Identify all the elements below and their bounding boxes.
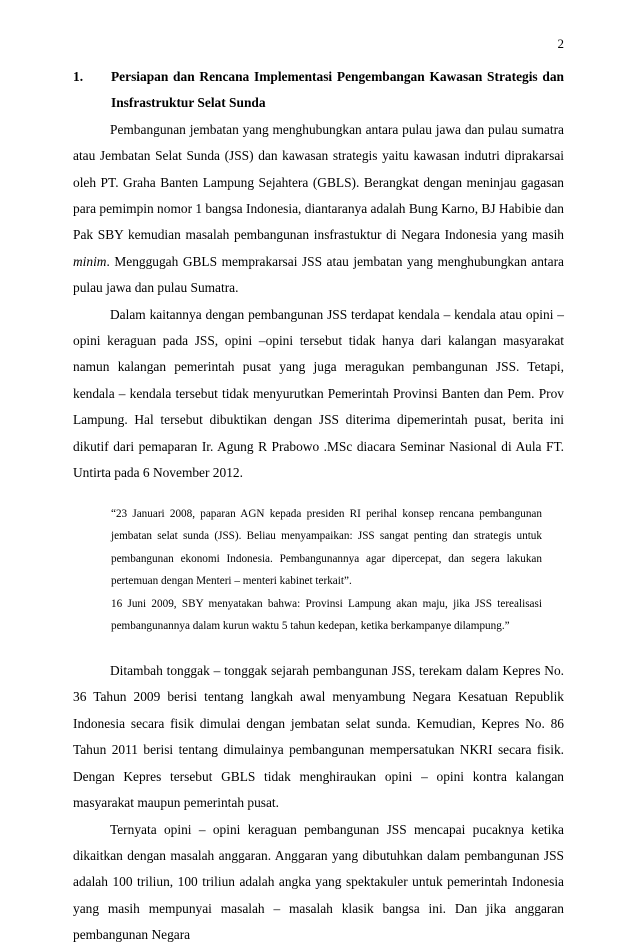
page-number: 2	[557, 36, 564, 51]
paragraph-1-text-b: . Menggugah GBLS memprakarsai JSS atau jembatan yang menghubungkan antara pulau jawa dan pulau Sumatra.	[73, 253, 564, 296]
quote-paragraph-2: 16 Juni 2009, SBY menyatakan bahwa: Provinsi Lampung akan maju, jika JSS terealisasi pembangunannya dalam kurun waktu 5 tahun kedepan, ketika berkampanye dilampung.”	[111, 597, 542, 633]
paragraph-2: Dalam kaitannya dengan pembangunan JSS terdapat kendala – kendala atau opini – opini keraguan pada JSS, opini –opini tersebut tidak hanya dari kalangan masyarakat namun kalangan pemerintah pusat yang juga meragukan pembangunan JSS. Tetapi, kendala – kendala tersebut tidak menyurutkan Pemerintah Provinsi Banten dan Pem. Prov Lampung. Hal tersebut dibuktikan dengan JSS diterima dipemerintah pusat, berita ini dikutif dari pemaparan Ir. Agung R Prabowo .MSc diacara Seminar Nasional di Aula FT. Untirta pada 6 November 2012.	[73, 306, 564, 481]
block-quote	[111, 503, 542, 639]
paragraph-3: Ditambah tonggak – tonggak sejarah pembangunan JSS, terekam dalam Kepres No. 36 Tahun 2009 berisi tentang langkah awal menyambung Negara Kesatuan Republik Indonesia secara fisik dimulai dengan jembatan selat sunda. Kemudian, Kepres No. 86 Tahun 2011 berisi tentang dimulainya pembangunan mempersatukan NKRI secara fisik. Dengan Kepres tersebut GBLS tidak menghiraukan opini – opini kontra kalangan masyarakat maupun pemerintah pusat.	[73, 663, 564, 811]
section-title: Persiapan dan Rencana Implementasi Pengembangan Kawasan Strategis dan Insfrastruktur Selat Sunda	[111, 69, 564, 111]
section-number: 1.	[73, 69, 84, 84]
quote-paragraph-1: “23 Januari 2008, paparan AGN kepada presiden RI perihal konsep rencana pembangunan jembatan selat sunda (JSS). Beliau menyampaikan: JSS sangat penting dan strategis untuk pembangunan ekonomi Indonesia. Pembangunannya agar dipercepat, dan segera lakukan pertemuan dengan Menteri – menteri kabinet terkait”.	[111, 507, 542, 588]
paragraph-1	[73, 117, 564, 302]
document-body	[73, 64, 564, 949]
paragraph-1-emphasis: minim	[73, 253, 107, 269]
paragraph-4: Ternyata opini – opini keraguan pembangunan JSS mencapai pucaknya ketika dikaitkan dengan masalah anggaran. Anggaran yang dibutuhkan dalam pembangunan JSS adalah 100 triliun, 100 triliun adalah angka yang spektakuler untuk pemerintah Indonesia yang masih mempunyai masalah – masalah klasik bangsa ini. Dan jika anggaran pembangunan Negara	[73, 821, 564, 943]
paragraph-1-text-a: Pembangunan jembatan yang menghubungkan antara pulau jawa dan pulau sumatra atau Jembatan Selat Sunda (JSS) dan kawasan strategis yaitu kawasan indutri diprakarsai oleh PT. Graha Banten Lampung Sejahtera (GBLS). Berangkat dengan meninjau gagasan para pemimpin nomor 1 bangsa Indonesia, diantaranya adalah Bung Karno, BJ Habibie dan Pak SBY kemudian masalah pembangunan insfrastuktur di Negara Indonesia yang masih	[73, 121, 564, 243]
section-heading	[73, 64, 564, 117]
